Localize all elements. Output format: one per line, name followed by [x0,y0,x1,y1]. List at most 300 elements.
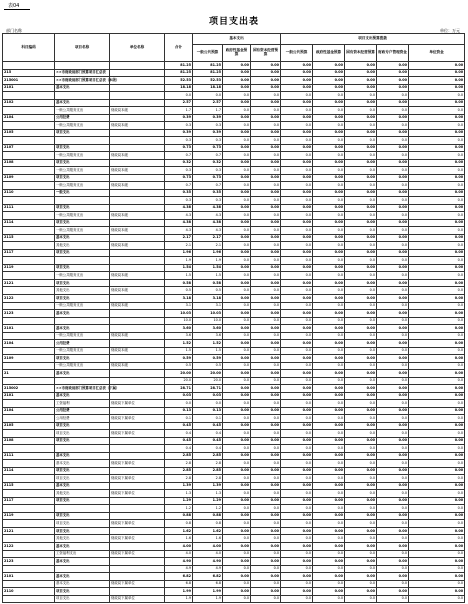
cell-basic-fund: 0.00 [223,84,251,92]
cell-basic-fund: 0.0 [223,137,251,145]
cell-basic-general: 0.58 [193,279,223,287]
cell-project-special: 0.00 [377,264,409,272]
cell-basic-fund: 0.00 [223,144,251,152]
cell-basic-general: 0.45 [193,422,223,430]
table-row [3,430,465,438]
cell-project-special: 0.00 [377,340,409,348]
cell-project-fund: 0.00 [313,62,345,70]
cell-project-unit-funds: 0.00 [409,325,465,333]
cell-project-fund: 0.00 [313,407,345,415]
cell-project-name: 公用经费 [55,114,110,122]
cell-project-general: 0.0 [281,520,313,528]
cell-subject-code [3,272,55,280]
cell-total: 0.3 [165,167,193,175]
cell-project-special: 0.0 [377,445,409,453]
cell-project-special: 0.0 [377,565,409,573]
cell-project-name: 基本支出 [55,573,110,581]
cell-basic-capital: 0.0 [251,287,281,295]
cell-unit-name [110,249,165,257]
cell-project-special: 0.0 [377,362,409,370]
cell-project-unit-funds: 0.0 [409,400,465,408]
cell-subject-code: 2101 [3,392,55,400]
cell-basic-fund: 0.0 [223,550,251,558]
cell-project-special: 0.0 [377,302,409,310]
cell-project-general: 0.0 [281,535,313,543]
cell-project-capital: 0.0 [345,415,377,423]
cell-project-fund: 0.00 [313,385,345,393]
cell-project-unit-funds: 0.0 [409,287,465,295]
cell-project-capital: 0.00 [345,325,377,333]
cell-project-name: 公用经费 [55,340,110,348]
cell-project-capital: 0.00 [345,294,377,302]
cell-basic-fund: 0.0 [223,347,251,355]
cell-project-general: 0.0 [281,580,313,588]
cell-subject-code [3,182,55,190]
cell-unit-name: 财政局本级 [110,182,165,190]
cell-project-general: 0.00 [281,512,313,520]
table-row [3,257,465,265]
cell-basic-fund: 0.00 [223,114,251,122]
cell-basic-capital: 0.00 [251,219,281,227]
cell-total: 2.17 [165,234,193,242]
cell-project-capital: 0.00 [345,385,377,393]
cell-project-capital: 0.00 [345,497,377,505]
cell-project-capital: 0.00 [345,249,377,257]
corner-label: 表04 [8,3,20,9]
cell-unit-name [110,392,165,400]
cell-basic-fund: 0.00 [223,422,251,430]
cell-basic-fund: 0.0 [223,362,251,370]
cell-subject-code: 2123 [3,558,55,566]
cell-basic-fund: 0.00 [223,407,251,415]
cell-project-general: 0.0 [281,182,313,190]
cell-project-name: 公用经费 [55,407,110,415]
cell-subject-code [3,595,55,603]
cell-project-unit-funds: 0.0 [409,535,465,543]
cell-project-capital: 0.0 [345,242,377,250]
cell-subject-code [3,415,55,423]
table-row [3,362,465,370]
cell-subject-code [3,197,55,205]
cell-project-name: 项目支出 [55,129,110,137]
cell-project-unit-funds: 0.00 [409,588,465,596]
cell-unit-name: 财政局下属单位 [110,580,165,588]
cell-unit-name [110,573,165,581]
cell-subject-code [3,377,55,385]
cell-project-name: 其他支出 [55,490,110,498]
cell-project-unit-funds: 0.00 [409,370,465,378]
cell-unit-name [110,497,165,505]
cell-subject-code: 2115 [3,482,55,490]
cell-basic-capital: 0.00 [251,543,281,551]
cell-project-general: 0.0 [281,227,313,235]
table-row [3,565,465,573]
col-project-general: 一般公共预算 [281,45,313,62]
cell-basic-capital: 0.0 [251,475,281,483]
cell-basic-general: 1.54 [193,264,223,272]
cell-subject-code: 2105 [3,422,55,430]
cell-subject-code: 2109 [3,355,55,363]
cell-project-general: 0.00 [281,99,313,107]
cell-subject-code [3,580,55,588]
cell-project-special: 0.0 [377,122,409,130]
cell-project-special: 0.00 [377,174,409,182]
cell-project-special: 0.0 [377,272,409,280]
cell-project-general: 0.0 [281,490,313,498]
cell-project-capital: 0.00 [345,355,377,363]
cell-project-general: 0.00 [281,482,313,490]
cell-subject-code [3,347,55,355]
cell-unit-name [110,310,165,318]
cell-project-unit-funds: 0.0 [409,430,465,438]
cell-basic-fund: 0.0 [223,242,251,250]
cell-project-fund: 0.0 [313,92,345,100]
cell-project-name: 基本支出 [55,310,110,318]
cell-project-unit-funds: 0.0 [409,107,465,115]
cell-basic-capital: 0.0 [251,122,281,130]
table-row [3,573,465,581]
cell-project-fund: 0.00 [313,558,345,566]
cell-project-general: 0.0 [281,197,313,205]
table-row [3,497,465,505]
cell-subject-code: 2108 [3,437,55,445]
cell-project-general: 0.0 [281,212,313,220]
cell-project-fund: 0.00 [313,144,345,152]
cell-basic-capital: 0.00 [251,234,281,242]
cell-basic-capital: 0.00 [251,573,281,581]
cell-project-fund: 0.00 [313,325,345,333]
cell-project-special: 0.00 [377,294,409,302]
col-project-capital: 国有资本经营预算 [345,45,377,62]
cell-project-special: 0.0 [377,580,409,588]
cell-project-general: 0.00 [281,189,313,197]
cell-project-capital: 0.0 [345,377,377,385]
cell-basic-fund: 0.00 [223,392,251,400]
cell-basic-capital: 0.00 [251,144,281,152]
cell-project-unit-funds: 0.00 [409,144,465,152]
cell-unit-name: 财政局本级 [110,242,165,250]
cell-basic-fund: 0.00 [223,99,251,107]
cell-project-general: 0.00 [281,385,313,393]
cell-project-capital: 0.0 [345,505,377,513]
cell-project-capital: 0.00 [345,264,377,272]
table-row [3,355,465,363]
cell-project-name: 一般支出 [55,189,110,197]
cell-total: 28.71 [165,385,193,393]
cell-project-fund: 0.00 [313,497,345,505]
cell-basic-fund: 0.00 [223,77,251,85]
cell-project-special: 0.00 [377,407,409,415]
cell-unit-name [110,482,165,490]
cell-project-name: 项目支出 [55,204,110,212]
cell-subject-code: 2104 [3,114,55,122]
cell-project-fund: 0.0 [313,445,345,453]
col-project-fund: 政府性基金预算 [313,45,345,62]
cell-basic-fund: 0.0 [223,565,251,573]
cell-basic-capital: 0.00 [251,204,281,212]
cell-project-special: 0.0 [377,377,409,385]
table-row [3,543,465,551]
cell-basic-general: 0.0 [193,92,223,100]
cell-total: 0.3 [165,137,193,145]
cell-basic-capital: 0.0 [251,362,281,370]
cell-basic-capital: 0.0 [251,272,281,280]
cell-project-general: 0.0 [281,595,313,603]
cell-subject-code [3,287,55,295]
cell-unit-name: 财政局下属单位 [110,400,165,408]
cell-project-fund: 0.00 [313,77,345,85]
cell-project-special: 0.0 [377,242,409,250]
cell-unit-name [110,505,165,513]
cell-subject-code: 2119 [3,264,55,272]
cell-subject-code [3,520,55,528]
cell-project-fund: 0.0 [313,475,345,483]
table-row [3,558,465,566]
cell-basic-fund: 0.00 [223,219,251,227]
table-row [3,490,465,498]
cell-project-name [55,377,110,385]
cell-project-general: 0.00 [281,355,313,363]
cell-basic-general: 0.35 [193,189,223,197]
cell-project-general: 0.00 [281,558,313,566]
cell-unit-name [110,452,165,460]
cell-unit-name [110,340,165,348]
cell-basic-general: 3.60 [193,325,223,333]
cell-project-general: 0.0 [281,505,313,513]
cell-total: 0.5 [165,287,193,295]
cell-basic-capital: 0.00 [251,407,281,415]
cell-project-special: 0.0 [377,227,409,235]
cell-basic-general: 4.0 [193,550,223,558]
cell-project-fund: 0.00 [313,355,345,363]
table-row [3,129,465,137]
cell-project-fund: 0.00 [313,437,345,445]
cell-project-capital: 0.0 [345,107,377,115]
cell-basic-capital: 0.00 [251,159,281,167]
cell-project-special: 0.00 [377,77,409,85]
cell-project-unit-funds: 0.0 [409,332,465,340]
cell-project-unit-funds: 0.0 [409,460,465,468]
cell-project-fund: 0.0 [313,505,345,513]
cell-project-unit-funds: 0.0 [409,272,465,280]
cell-project-capital: 0.0 [345,430,377,438]
cell-project-fund: 0.00 [313,543,345,551]
table-row [3,84,465,92]
cell-project-general: 0.0 [281,377,313,385]
cell-project-special: 0.00 [377,84,409,92]
cell-basic-capital: 0.00 [251,174,281,182]
cell-basic-capital: 0.00 [251,69,281,77]
cell-total: 0.03 [165,392,193,400]
cell-basic-general: 1.9 [193,595,223,603]
cell-project-capital: 0.00 [345,407,377,415]
cell-project-general: 0.0 [281,347,313,355]
cell-total: 4.38 [165,219,193,227]
col-basic-fund: 政府性基金预算 [223,45,251,62]
table-row [3,249,465,257]
cell-project-special: 0.00 [377,219,409,227]
cell-basic-general: 10.0 [193,317,223,325]
cell-project-name: 一般公共服务支出 [55,332,110,340]
cell-total: 1.62 [165,527,193,535]
cell-project-unit-funds: 0.00 [409,174,465,182]
cell-project-general: 0.00 [281,84,313,92]
cell-project-general: 0.00 [281,264,313,272]
cell-basic-capital: 0.0 [251,137,281,145]
cell-total: 0.35 [165,189,193,197]
cell-project-special: 0.0 [377,287,409,295]
cell-project-capital: 0.0 [345,400,377,408]
cell-project-name: 项目支出 [55,159,110,167]
cell-project-special: 0.0 [377,92,409,100]
cell-subject-code: 2111 [3,204,55,212]
cell-subject-code: 2101 [3,573,55,581]
table-row [3,204,465,212]
cell-project-name: 基本支出 [55,460,110,468]
cell-basic-fund: 0.0 [223,197,251,205]
cell-project-general: 0.0 [281,302,313,310]
cell-subject-code [3,302,55,310]
cell-basic-fund: 0.00 [223,512,251,520]
cell-basic-general: 10.03 [193,310,223,318]
cell-project-special: 0.0 [377,520,409,528]
cell-project-name: 一般公共服务支出 [55,152,110,160]
cell-project-general: 0.00 [281,325,313,333]
cell-project-fund: 0.00 [313,189,345,197]
cell-basic-general: 0.5 [193,287,223,295]
cell-unit-name: 财政局下属单位 [110,595,165,603]
cell-project-special: 0.00 [377,189,409,197]
table-row [3,452,465,460]
cell-basic-general: 4.38 [193,219,223,227]
cell-basic-capital: 0.00 [251,325,281,333]
cell-total: 0.7 [165,182,193,190]
cell-subject-code: 2107 [3,144,55,152]
col-project-special: 财政专户管理资金 [377,45,409,62]
cell-project-unit-funds: 0.0 [409,257,465,265]
cell-basic-general: 52.53 [193,77,223,85]
cell-subject-code: 215002 [3,385,55,393]
cell-project-fund: 0.00 [313,452,345,460]
table-row [3,272,465,280]
table-row [3,302,465,310]
cell-project-unit-funds: 0.00 [409,558,465,566]
cell-subject-code: 21 [3,370,55,378]
cell-project-capital: 0.00 [345,558,377,566]
cell-basic-fund: 0.0 [223,182,251,190]
cell-project-unit-funds: 0.00 [409,497,465,505]
cell-basic-capital: 0.00 [251,129,281,137]
cell-unit-name: 财政局本级 [110,347,165,355]
cell-project-capital: 0.0 [345,595,377,603]
cell-project-fund: 0.0 [313,430,345,438]
cell-project-capital: 0.0 [345,167,377,175]
cell-unit-name: 财政局下属单位 [110,460,165,468]
cell-basic-general: 4.3 [193,212,223,220]
cell-total: 0.88 [165,512,193,520]
table-row [3,227,465,235]
cell-total: 2.57 [165,99,193,107]
cell-project-general: 0.00 [281,452,313,460]
cell-unit-name: 财政局本级 [110,287,165,295]
cell-project-name [55,92,110,100]
cell-project-fund: 0.00 [313,69,345,77]
cell-project-general: 0.0 [281,332,313,340]
table-row [3,77,465,85]
cell-basic-fund: 0.00 [223,482,251,490]
cell-project-unit-funds: 0.00 [409,279,465,287]
cell-project-name: 基本支出 [55,84,110,92]
cell-basic-fund: 0.00 [223,437,251,445]
cell-project-general: 0.0 [281,107,313,115]
cell-project-fund: 0.0 [313,212,345,220]
cell-project-unit-funds: 0.00 [409,385,465,393]
cell-basic-fund: 0.00 [223,189,251,197]
cell-project-capital: 0.00 [345,219,377,227]
cell-project-capital: 0.00 [345,482,377,490]
cell-basic-general: 0.4 [193,445,223,453]
cell-project-name [55,62,110,70]
cell-project-special: 0.0 [377,137,409,145]
cell-basic-general: 0.8 [193,520,223,528]
cell-project-capital: 0.0 [345,332,377,340]
cell-project-capital: 0.00 [345,189,377,197]
cell-basic-capital: 0.00 [251,84,281,92]
cell-project-unit-funds: 0.0 [409,122,465,130]
cell-unit-name [110,294,165,302]
cell-total: 0.39 [165,114,193,122]
cell-total: 0.5 [165,362,193,370]
cell-project-special: 0.0 [377,197,409,205]
cell-project-capital: 0.0 [345,152,377,160]
cell-project-special: 0.00 [377,279,409,287]
cell-unit-name [110,219,165,227]
cell-project-special: 0.0 [377,212,409,220]
cell-subject-code [3,362,55,370]
cell-project-special: 0.00 [377,62,409,70]
cell-project-general: 0.00 [281,174,313,182]
cell-basic-capital: 0.00 [251,558,281,566]
cell-basic-capital: 0.00 [251,77,281,85]
cell-project-unit-funds: 0.0 [409,137,465,145]
table-row [3,114,465,122]
cell-basic-fund: 0.00 [223,325,251,333]
cell-project-fund: 0.0 [313,377,345,385]
cell-project-general: 0.00 [281,527,313,535]
cell-project-capital: 0.0 [345,565,377,573]
cell-project-fund: 0.0 [313,490,345,498]
cell-basic-general: 3.6 [193,332,223,340]
cell-project-name: 项目支出 [55,144,110,152]
cell-basic-general: 2.85 [193,467,223,475]
cell-project-capital: 0.00 [345,77,377,85]
cell-project-capital: 0.0 [345,92,377,100]
cell-total: 4.0 [165,550,193,558]
cell-unit-name: 财政局本级 [110,302,165,310]
cell-project-general: 0.00 [281,204,313,212]
cell-project-general: 0.00 [281,77,313,85]
cell-project-special: 0.00 [377,310,409,318]
cell-subject-code: 2114 [3,219,55,227]
cell-basic-fund: 0.00 [223,234,251,242]
table-row [3,445,465,453]
cell-basic-general: 0.73 [193,144,223,152]
cell-project-capital: 0.0 [345,475,377,483]
cell-basic-fund: 0.00 [223,558,251,566]
cell-total: 52.53 [165,77,193,85]
cell-total: 0.4 [165,430,193,438]
cell-unit-name [110,422,165,430]
